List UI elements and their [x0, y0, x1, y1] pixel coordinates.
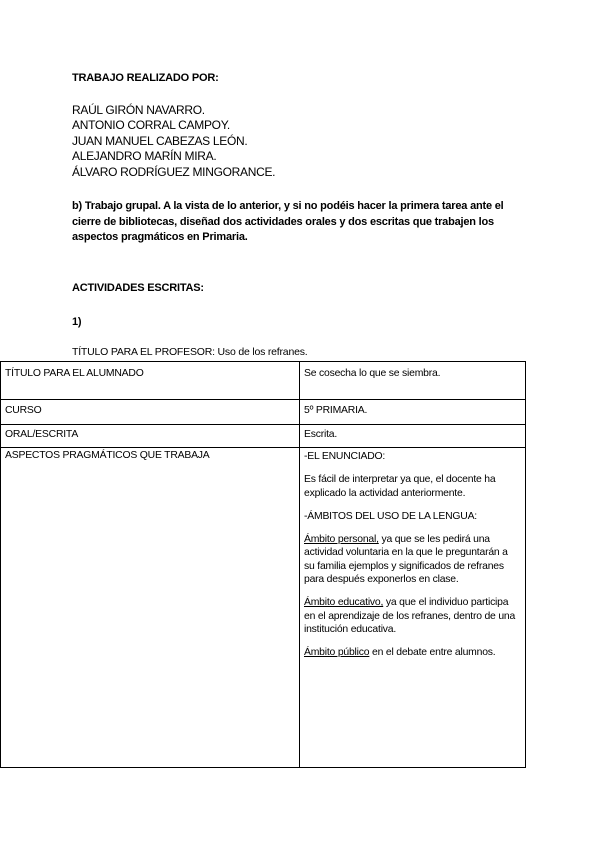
- ambito-publico-text: en el debate entre alumnos.: [369, 647, 496, 659]
- table-row: [1, 425, 526, 448]
- ambito-publico: [304, 646, 519, 659]
- ambito-educativo: [304, 596, 519, 636]
- activity-number: 1): [72, 316, 82, 328]
- table-cell-value: [300, 362, 526, 400]
- table-cell-label: [1, 425, 300, 448]
- row-label: CURSO: [5, 405, 42, 416]
- ambito-educativo-text: ya que el individuo participa en el aprendizaje de los refranes, dentro de una institución educativa.: [304, 597, 516, 635]
- ambito-personal-label: Ámbito personal,: [304, 534, 379, 546]
- task-description: b) Trabajo grupal. A la vista de lo anterior, y si no podéis hacer la primera tarea ante el cierre de bibliotecas, diseñad dos actividades orales y dos escritas que trabajen los aspectos pragmáticos en Primaria.: [72, 200, 504, 244]
- table-row: [1, 362, 526, 400]
- row-label: ORAL/ESCRITA: [5, 429, 79, 440]
- table-cell-label: [1, 448, 300, 768]
- author-name: ÁLVARO RODRÍGUEZ MINGORANCE.: [72, 164, 276, 179]
- ambito-educativo-label: Ámbito educativo,: [304, 597, 384, 609]
- table-cell-value: [300, 425, 526, 448]
- enunciado-text: Es fácil de interpretar ya que, el docente ha explicado la actividad anteriormente.: [304, 474, 496, 499]
- table-row: [1, 400, 526, 425]
- table-cell-value: [300, 400, 526, 425]
- row-value: 5º PRIMARIA.: [304, 405, 368, 416]
- table-cell-value: [300, 448, 526, 768]
- ambitos-heading: -ÁMBITOS DEL USO DE LA LENGUA:: [304, 510, 477, 522]
- row-value: Se cosecha lo que se siembra.: [304, 368, 441, 379]
- author-name: RAÚL GIRÓN NAVARRO.: [72, 103, 205, 117]
- ambito-personal: [304, 533, 519, 586]
- row-label: ASPECTOS PRAGMÁTICOS QUE TRABAJA: [5, 450, 210, 461]
- row-value: Escrita.: [304, 429, 338, 440]
- author-name: ANTONIO CORRAL CAMPOY.: [72, 118, 230, 133]
- ambito-publico-label: Ámbito público: [304, 647, 370, 659]
- row-label: TÍTULO PARA EL ALUMNADO: [5, 368, 144, 379]
- author-name: JUAN MANUEL CABEZAS LEÓN.: [72, 133, 248, 148]
- aspects-content: [300, 448, 525, 660]
- section-heading: ACTIVIDADES ESCRITAS:: [72, 282, 204, 294]
- table-cell-label: [1, 362, 300, 400]
- enunciado-heading: -EL ENUNCIADO:: [304, 451, 386, 462]
- document-title: TRABAJO REALIZADO POR:: [72, 72, 219, 84]
- ambito-personal-text: ya que se les pedirá una actividad voluntaria en la que le preguntarán a su familia ejemplos y significados de refranes para después exponerlos en clase.: [304, 534, 508, 586]
- author-list: [72, 103, 275, 180]
- activity-table: [0, 361, 526, 768]
- table-cell-label: [1, 400, 300, 425]
- author-name: ALEJANDRO MARÍN MIRA.: [72, 149, 217, 164]
- teacher-title: TÍTULO PARA EL PROFESOR: Uso de los refranes.: [72, 346, 308, 358]
- table-row: [1, 448, 526, 768]
